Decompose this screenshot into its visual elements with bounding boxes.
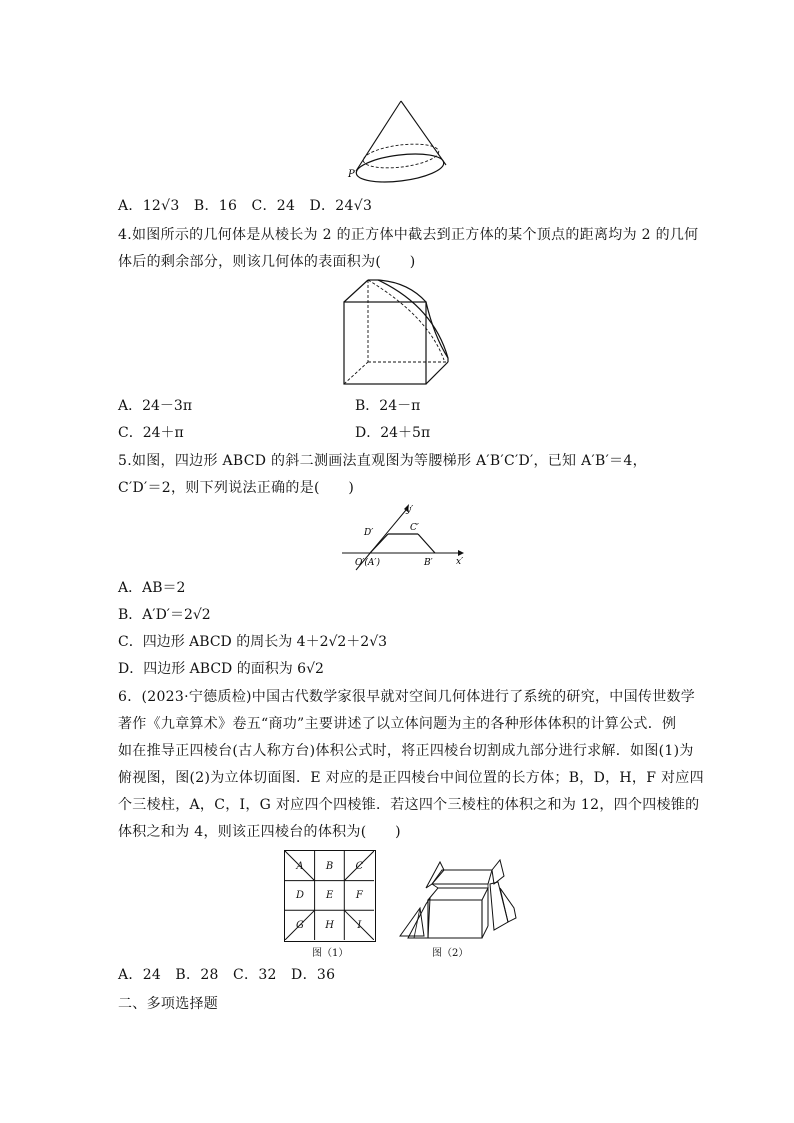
grid-cell-a: A	[296, 860, 304, 872]
fig5-label-x: x′	[456, 557, 464, 567]
figure2-caption: 图（2）	[432, 948, 469, 959]
trapezoid-figure	[338, 500, 468, 572]
fig5-label-d: D′	[364, 528, 374, 538]
q5-option-c: C．四边形 ABCD 的周长为 4＋2√2＋2√3	[118, 634, 388, 650]
fig5-label-o: O′(A′)	[355, 558, 380, 568]
grid-cell-h: H	[325, 919, 334, 931]
fig5-label-c: C′	[410, 523, 419, 533]
q5-option-d: D．四边形 ABCD 的面积为 6√2	[118, 661, 324, 677]
q4-option-d: D．24＋5π	[355, 425, 431, 441]
fig5-label-b: B′	[424, 558, 433, 568]
frustum-top-view-grid	[284, 850, 376, 942]
section-heading: 二、多项选择题	[118, 996, 219, 1012]
grid-cell-i: I	[357, 919, 362, 931]
q6-line4: 俯视图，图(2)为立体切面图．E 对应的是正四棱台中间位置的长方体；B，D，H，F 对应四	[118, 770, 704, 786]
q5-stem-line2: C′D′＝2，则下列说法正确的是( )	[118, 480, 355, 496]
q5-option-b: B．A′D′＝2√2	[118, 607, 211, 623]
grid-cell-c: C	[355, 860, 364, 872]
frustum-section-figure	[396, 858, 520, 942]
figure1-caption: 图（1）	[312, 948, 349, 959]
grid-cell-g: G	[296, 919, 304, 931]
cube-cut-figure	[338, 276, 458, 388]
q4-option-a: A．24－3π	[118, 398, 193, 414]
q4-option-c: C．24＋π	[118, 425, 184, 441]
grid-cell-f: F	[355, 890, 363, 902]
q5-stem-line1: 5.如图，四边形 ABCD 的斜二测画法直观图为等腰梯形 A′B′C′D′，已知 A′B′＝4，	[118, 453, 647, 469]
q5-option-a: A．AB＝2	[118, 580, 186, 596]
q3-options: A．12√3 B．16 C．24 D．24√3	[118, 198, 373, 214]
fig5-label-y: y′	[406, 505, 414, 515]
grid-cell-e: E	[325, 890, 334, 902]
q6-line2: 著作《九章算术》卷五“商功”主要讲述了以立体问题为主的各种形体体积的计算公式．例	[118, 716, 677, 732]
cone-figure	[345, 98, 455, 188]
q6-line5: 个三棱柱，A，C，I，G 对应四个四棱锥．若这四个三棱柱的体积之和为 12，四个四棱锥的	[118, 797, 700, 813]
q6-options: A．24 B．28 C．32 D．36	[118, 967, 336, 983]
cone-label-p: P	[348, 169, 355, 180]
q6-line1: 6．(2023·宁德质检)中国古代数学家很早就对空间几何体进行了系统的研究，中国传世数学	[118, 689, 696, 705]
q4-stem-line2: 体后的剩余部分，则该几何体的表面积为( )	[118, 254, 416, 270]
q4-stem-line1: 4.如图所示的几何体是从棱长为 2 的正方体中截去到正方体的某个顶点的距离均为 2 的几何	[118, 227, 699, 243]
grid-cell-d: D	[295, 890, 305, 902]
q6-line3: 如在推导正四棱台(古人称方台)体积公式时，将正四棱台切割成九部分进行求解．如图(1)为	[118, 743, 694, 759]
grid-cell-b: B	[325, 860, 334, 872]
q4-option-b: B．24－π	[355, 398, 421, 414]
q6-line6: 体积之和为 4，则该正四棱台的体积为( )	[118, 824, 401, 840]
